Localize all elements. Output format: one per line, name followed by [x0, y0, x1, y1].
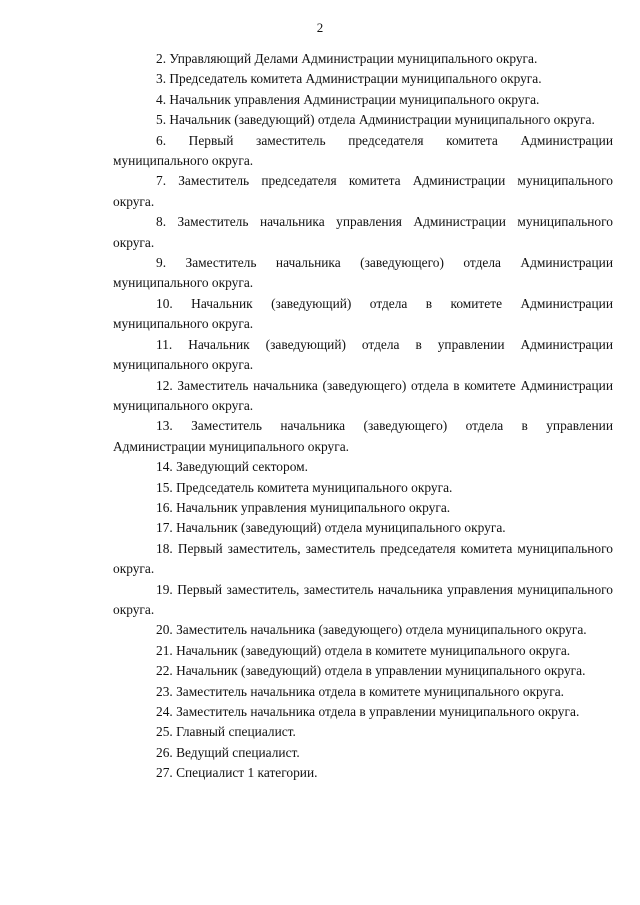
list-item: 2. Управляющий Делами Администрации муниципального округа. [156, 51, 538, 66]
list-item: 12. Заместитель начальника (заведующего) отдела в комитете Администрации муниципального округа. [113, 377, 613, 413]
list-item: 9. Заместитель начальника (заведующего) отдела Администрации муниципального округа. [113, 255, 613, 291]
list-item: 4. Начальник управления Администрации муниципального округа. [156, 91, 540, 107]
list-item: 16. Начальник управления муниципального округа. [156, 499, 451, 515]
list-item: 15. Председатель комитета муниципального округа. [156, 479, 453, 495]
list-item: 26. Ведущий специалист. [156, 744, 300, 760]
list-item: 23. Заместитель начальника отдела в комитете муниципального округа. [156, 683, 565, 699]
list-item: 27. Специалист 1 категории. [156, 765, 318, 781]
list-item: 8. Заместитель начальника управления Администрации муниципального округа. [113, 214, 613, 250]
list-item: 19. Первый заместитель, заместитель начальника управления муниципального округа. [113, 581, 613, 617]
list-item: 3. Председатель комитета Администрации муниципального округа. [156, 71, 542, 87]
list-item: 18. Первый заместитель, заместитель председателя комитета муниципального округа. [113, 540, 613, 577]
list-item: 13. Заместитель начальника (заведующего) отдела в управлении Администрации муниципального округа. [113, 418, 613, 454]
list-item: 5. Начальник (заведующий) отдела Администрации муниципального округа. [156, 112, 595, 128]
list-item: 11. Начальник (заведующий) отдела в управлении Администрации муниципального округа. [113, 336, 613, 373]
page-number: 2 [316, 20, 324, 35]
list-item: 10. Начальник (заведующий) отдела в комитете Администрации муниципального округа. [113, 295, 613, 332]
list-item: 14. Заведующий сектором. [156, 459, 308, 475]
list-item: 25. Главный специалист. [156, 724, 296, 740]
list-item: 20. Заместитель начальника (заведующего) отдела муниципального округа. [156, 622, 587, 638]
list-item: 21. Начальник (заведующий) отдела в комитете муниципального округа. [156, 642, 571, 658]
list-item: 6. Первый заместитель председателя комитета Администрации муниципального округа. [113, 132, 613, 169]
list-item: 17. Начальник (заведующий) отдела муниципального округа. [156, 520, 506, 536]
list-item: 7. Заместитель председателя комитета Администрации муниципального округа. [113, 173, 613, 209]
list-item: 24. Заместитель начальника отдела в управлении муниципального округа. [156, 704, 580, 719]
position-list [113, 49, 613, 784]
list-item: 22. Начальник (заведующий) отдела в управлении муниципального округа. [156, 663, 586, 679]
